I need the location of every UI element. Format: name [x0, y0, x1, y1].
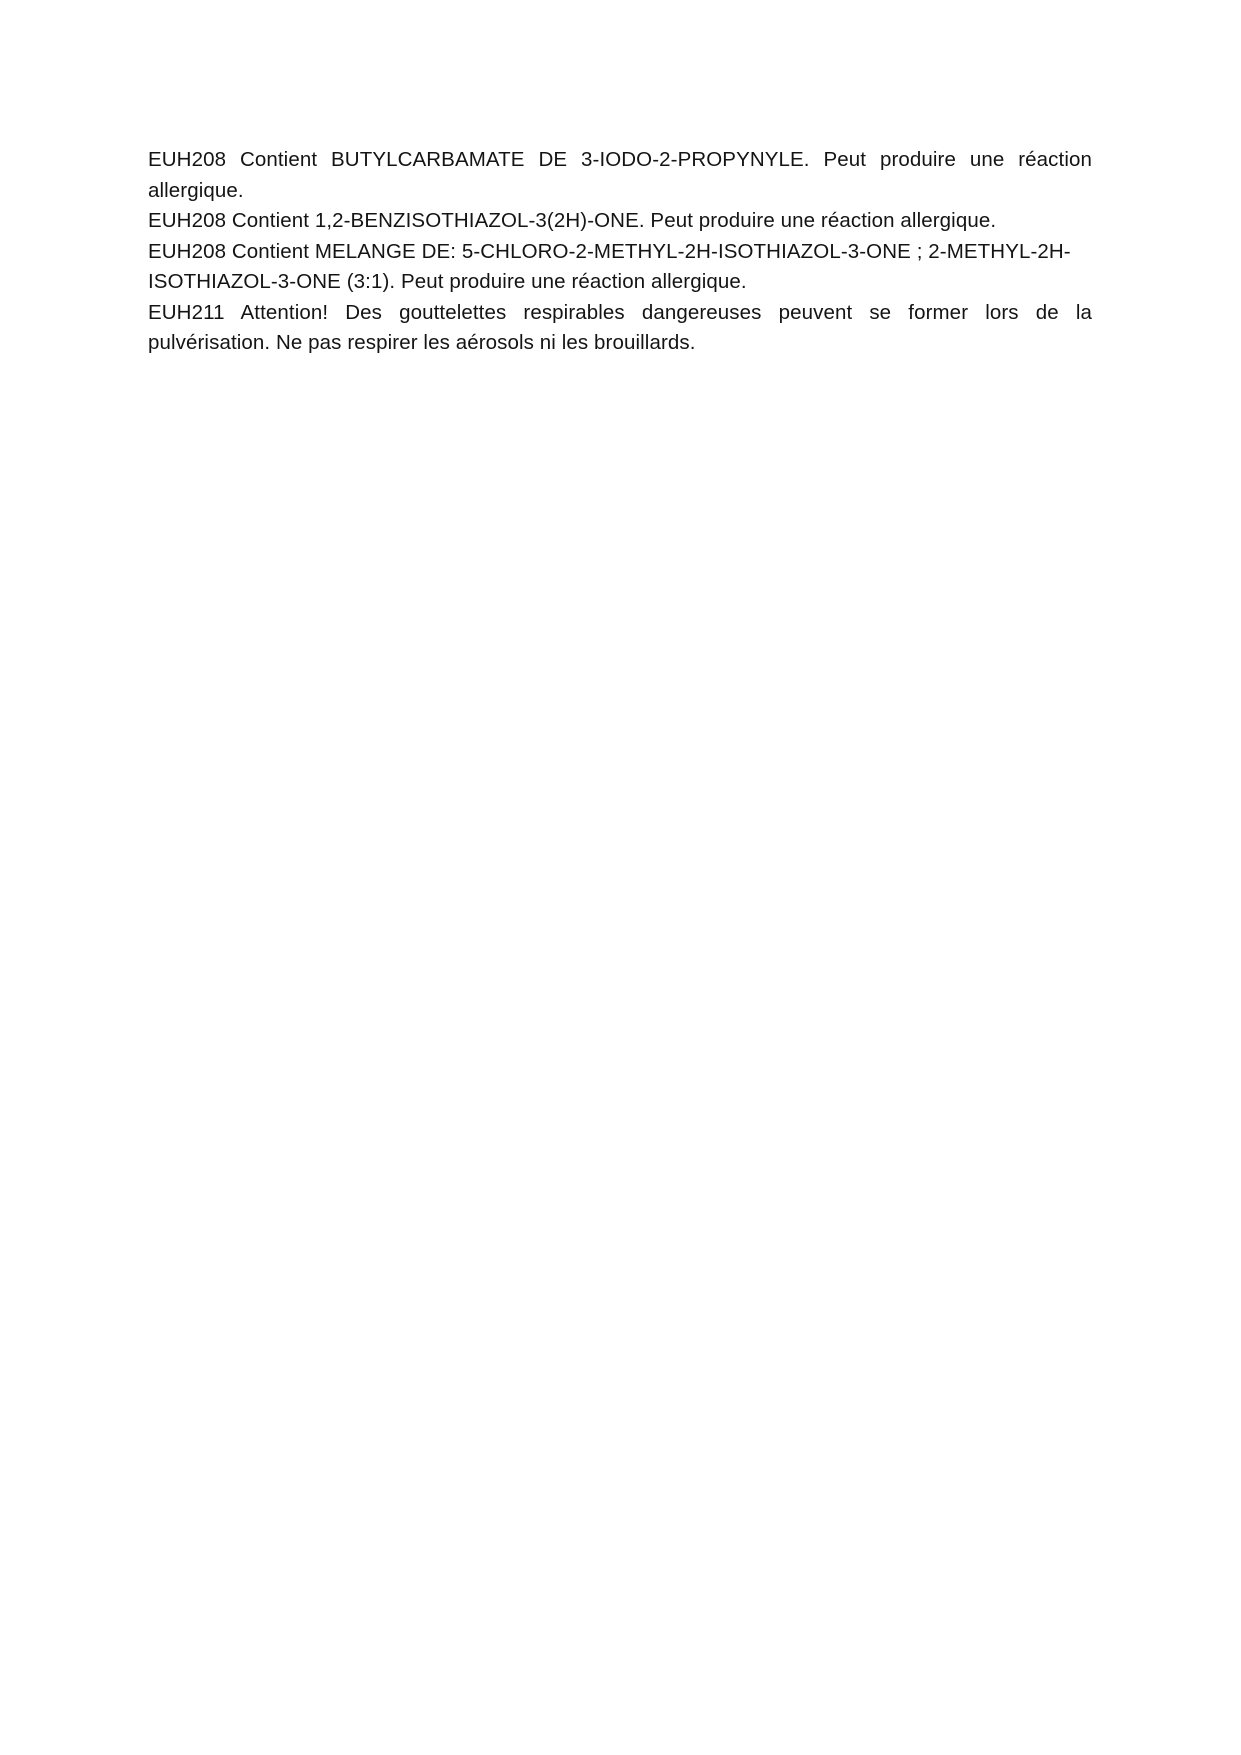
- hazard-statement-paragraph: EUH208 Contient 1,2-BENZISOTHIAZOL-3(2H)-ONE. Peut produire une réaction allergique.: [148, 209, 997, 232]
- document-text-block: [148, 145, 1092, 359]
- hazard-statement-paragraph: EUH208 Contient BUTYLCARBAMATE DE 3-IODO-2-PROPYNYLE. Peut produire une réaction allergique.: [148, 148, 1092, 202]
- hazard-statement-paragraph: EUH211 Attention! Des gouttelettes respirables dangereuses peuvent se former lors de la pulvérisation. Ne pas respirer les aérosols ni les brouillards.: [148, 300, 1092, 354]
- hazard-statement-paragraph: EUH208 Contient MELANGE DE: 5-CHLORO-2-METHYL-2H-ISOTHIAZOL-3-ONE ; 2-METHYL-2H-ISOTHIAZOL-3-ONE (3:1). Peut produire une réaction allergique.: [148, 239, 1071, 293]
